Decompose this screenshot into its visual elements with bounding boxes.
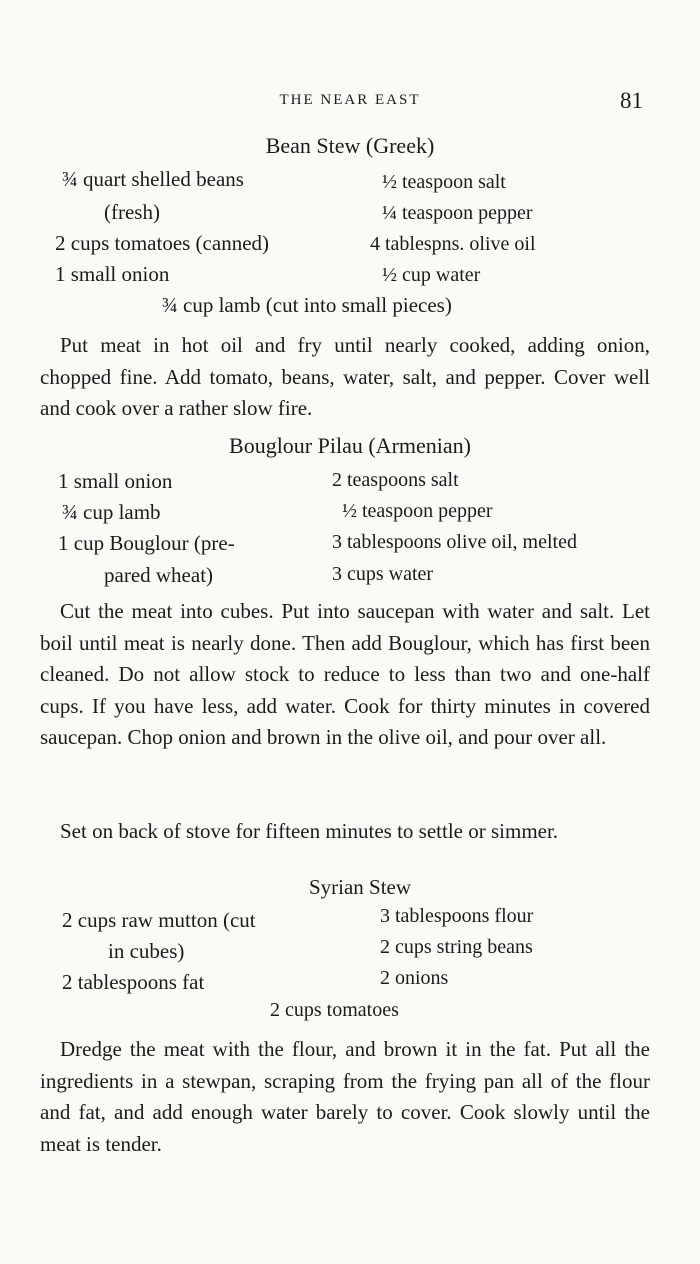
ingredient: 2 cups tomatoes	[270, 999, 399, 1021]
ingredient: 1 small onion	[55, 262, 170, 286]
paragraph: Set on back of stove for fifteen minutes to settle or simmer.	[60, 819, 559, 843]
ingredient: ¾ quart shelled beans	[62, 167, 244, 191]
ingredient: 4 tablespns. olive oil	[370, 233, 536, 255]
ingredient: 2 onions	[380, 967, 449, 989]
ingredient: ½ teaspoon pepper	[342, 500, 493, 522]
ingredient: 3 cups water	[332, 563, 434, 585]
paragraph: Cut the meat into cubes. Put into saucepan with water and salt. Let boil until meat is nearly done. Then add Bouglour, which has first been cleaned. Do not allow stock to reduce to less than two and one-half cups. If you have less, add water. Cook for thirty minutes in covered saucepan. Chop onion and brown in the olive oil, and pour over all.	[40, 599, 650, 749]
paragraph: Put meat in hot oil and fry until nearly cooked, adding onion, chopped fine. Add tomato, beans, water, salt, and pepper. Cover well and cook over a rather slow fire.	[40, 333, 650, 420]
ingredient: 1 cup Bouglour (pre-	[58, 531, 235, 555]
paragraph: Dredge the meat with the flour, and brown it in the fat. Put all the ingredients in a stewpan, scraping from the frying pan all of the flour and fat, and add enough water barely to cover. Cook slowly until the meat is tender.	[40, 1037, 650, 1156]
ingredient: ¾ cup lamb	[62, 500, 161, 524]
ingredient: ½ teaspoon salt	[382, 171, 506, 193]
ingredient: 2 teaspoons salt	[332, 469, 459, 491]
ingredient: ¾ cup lamb (cut into small pieces)	[162, 293, 452, 317]
ingredient: in cubes)	[108, 939, 185, 963]
running-head: THE NEAR EAST	[279, 92, 421, 108]
ingredient: 2 cups tomatoes (canned)	[55, 231, 270, 255]
recipe-title-syrian-stew: Syrian Stew	[308, 875, 412, 899]
ingredient: 3 tablespoons olive oil, melted	[332, 531, 577, 553]
recipe-title-bean-stew: Bean Stew (Greek)	[265, 133, 435, 158]
ingredient: ½ cup water	[382, 264, 481, 286]
ingredient: (fresh)	[104, 200, 160, 224]
ingredient: 2 cups raw mutton (cut	[62, 908, 256, 932]
ingredient: 2 cups string beans	[380, 936, 533, 958]
ingredient: 1 small onion	[58, 469, 173, 493]
page-number: 81	[620, 88, 643, 113]
ingredient: pared wheat)	[104, 563, 214, 587]
ingredient: 3 tablespoons flour	[380, 905, 534, 927]
ingredient: ¼ teaspoon pepper	[382, 202, 533, 224]
ingredient: 2 tablespoons fat	[62, 970, 205, 994]
recipe-title-bouglour-pilau: Bouglour Pilau (Armenian)	[229, 433, 471, 458]
